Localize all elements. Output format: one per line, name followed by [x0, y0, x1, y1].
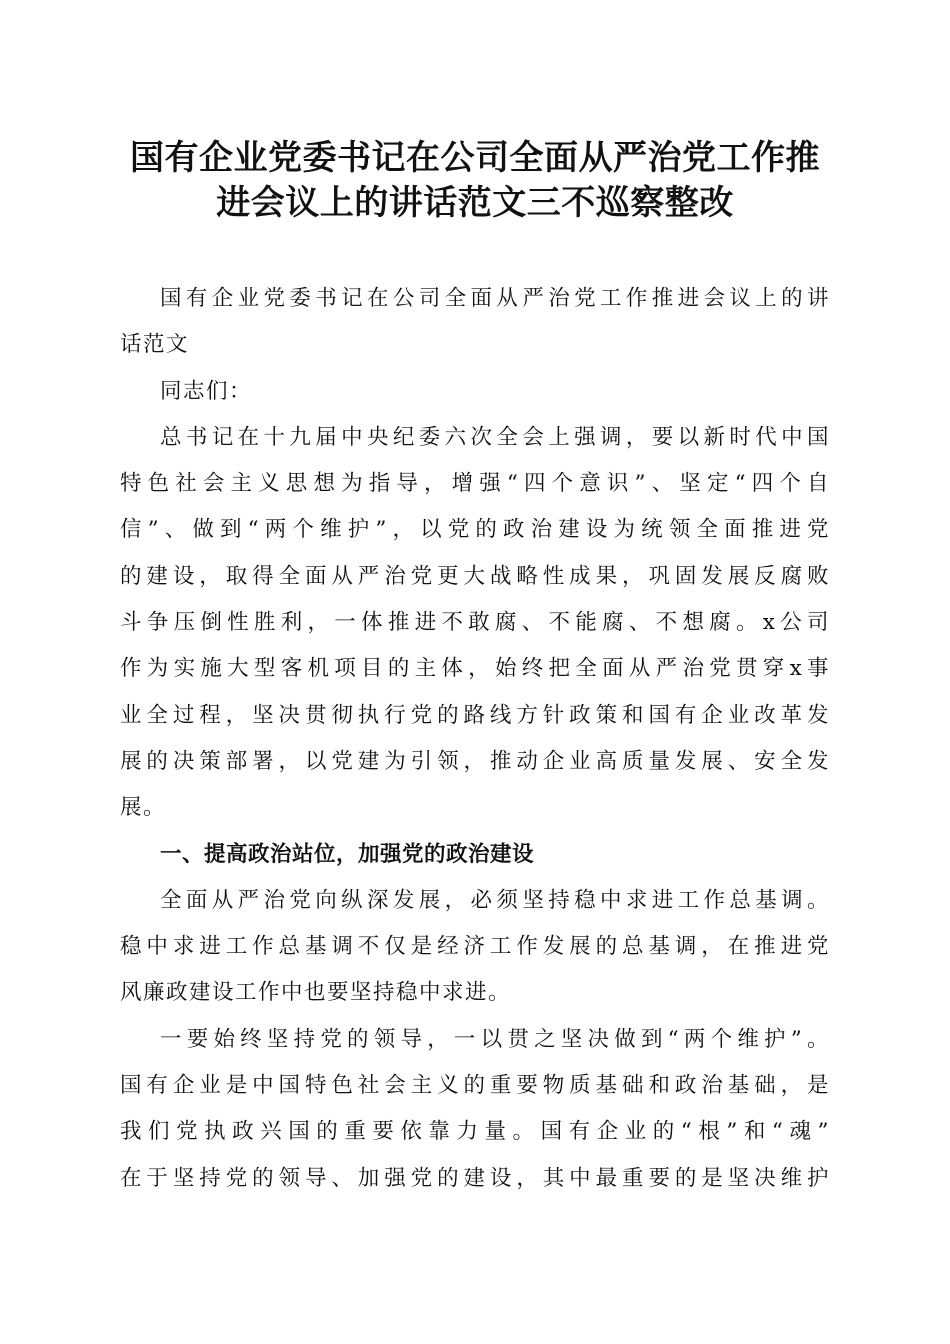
- paragraph-line: 我们党执政兴国的重要依靠力量。国有企业的“根”和“魂”: [120, 1119, 830, 1145]
- paragraph-section-body-1: [120, 878, 830, 1017]
- paragraph-opening: [120, 415, 830, 832]
- paragraph-line: 国有企业是中国特色社会主义的重要物质基础和政治基础，是: [120, 1073, 830, 1099]
- paragraph-line: 同志们：: [160, 378, 253, 404]
- title-line: 国有企业党委书记在公司全面从严治党工作推: [130, 138, 820, 178]
- paragraph-intro-title: [120, 276, 830, 369]
- title-line: 进会议上的讲话范文三不巡察整改: [216, 183, 734, 223]
- section-heading: [120, 832, 830, 878]
- paragraph-line: 斗争压倒性胜利，一体推进不敢腐、不能腐、不想腐。x公司: [120, 610, 830, 636]
- paragraph-line: 风廉政建设工作中也要坚持稳中求进。: [120, 980, 512, 1006]
- paragraph-line: 在于坚持党的领导、加强党的建设，其中最重要的是坚决维护: [120, 1165, 830, 1191]
- paragraph-line: 话范文: [120, 332, 190, 358]
- paragraph-line: 总书记在十九届中央纪委六次全会上强调，要以新时代中国: [160, 424, 830, 450]
- section-heading-text: 一、提高政治站位，加强党的政治建设: [160, 841, 535, 867]
- paragraph-line: 全面从严治党向纵深发展，必须坚持稳中求进工作总基调。: [160, 887, 830, 913]
- paragraph-line: 作为实施大型客机项目的主体，始终把全面从严治党贯穿x事: [120, 656, 830, 682]
- paragraph-line: 一要始终坚持党的领导，一以贯之坚决做到“两个维护”。: [160, 1026, 830, 1052]
- paragraph-line: 业全过程，坚决贯彻执行党的路线方针政策和国有企业改革发: [120, 702, 830, 728]
- paragraph-line: 展的决策部署，以党建为引领，推动企业高质量发展、安全发: [120, 748, 830, 774]
- paragraph-line: 信”、做到“两个维护”，以党的政治建设为统领全面推进党: [120, 517, 830, 543]
- paragraph-line: 稳中求进工作总基调不仅是经济工作发展的总基调，在推进党: [120, 934, 830, 960]
- paragraph-line: 国有企业党委书记在公司全面从严治党工作推进会议上的讲: [160, 286, 830, 311]
- paragraph-line: 的建设，取得全面从严治党更大战略性成果，巩固发展反腐败: [120, 563, 830, 589]
- paragraph-salutation: [120, 369, 830, 415]
- document-body: [120, 276, 830, 1202]
- paragraph-line: 特色社会主义思想为指导，增强“四个意识”、坚定“四个自: [120, 471, 830, 497]
- paragraph-line: 展。: [120, 795, 167, 821]
- document-title: [110, 136, 840, 226]
- paragraph-section-body-2: [120, 1017, 830, 1202]
